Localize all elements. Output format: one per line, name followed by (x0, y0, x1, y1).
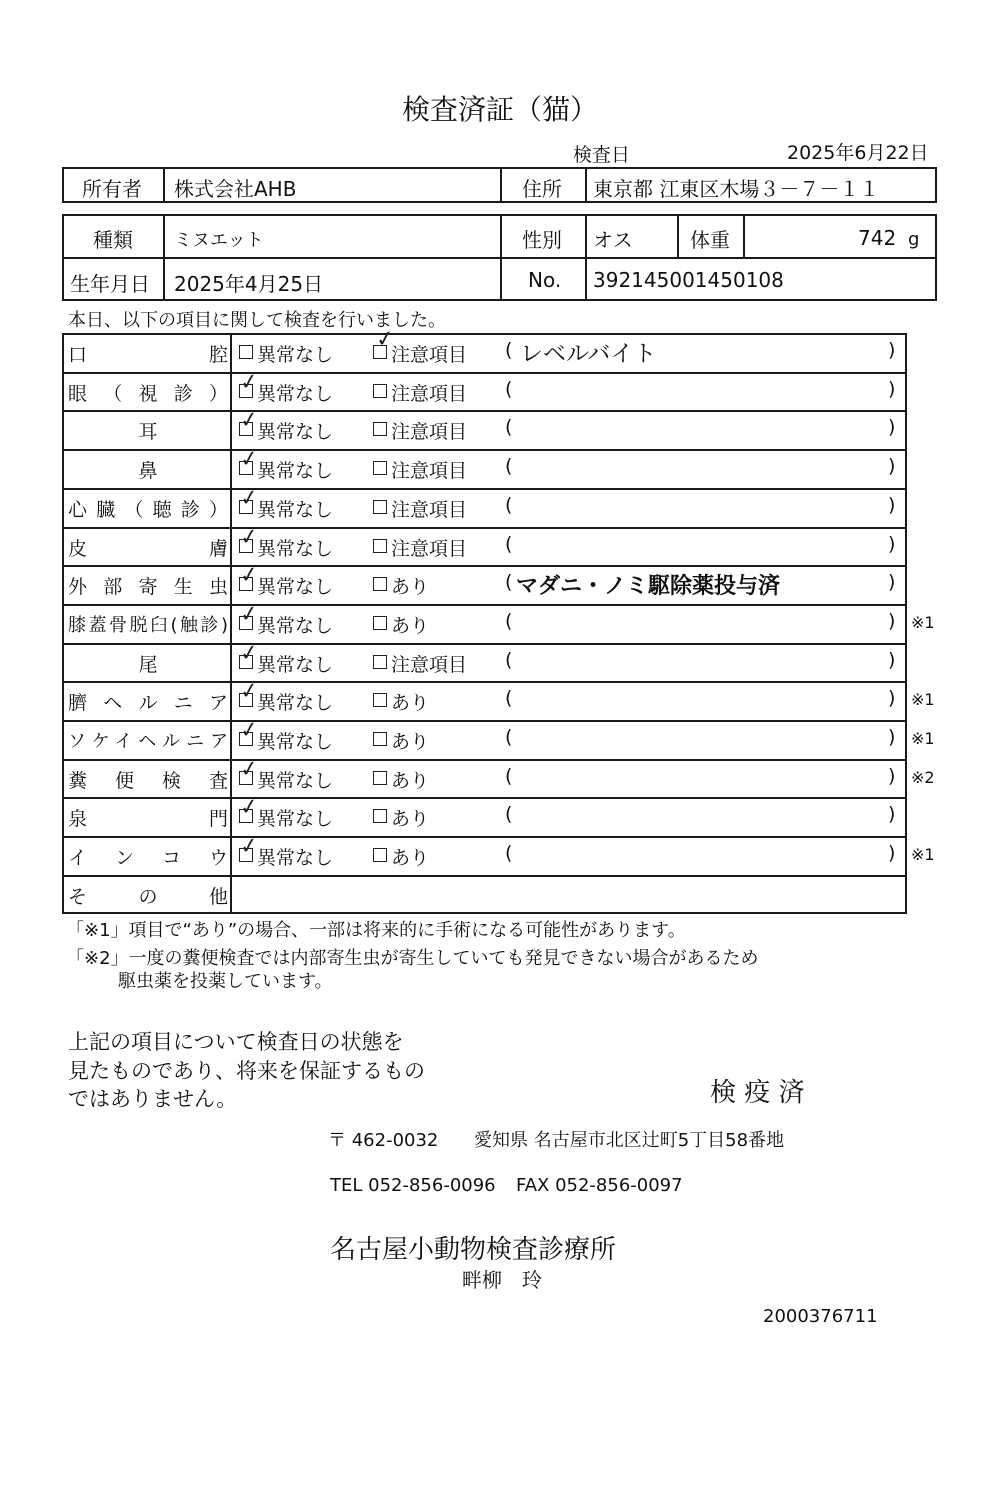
alt-label: あり (391, 692, 430, 715)
check-mark-icon: ✓ (238, 639, 261, 667)
row-label: 糞便検査 (68, 769, 228, 792)
disclaimer-line-2: 見たものであり、将来を保証するもの (68, 1059, 425, 1083)
open-paren: ( (505, 609, 513, 632)
clinic-tel: TEL 052-856-0096 (330, 1175, 496, 1196)
close-paren: ) (888, 455, 896, 478)
birth-value: 2025年4月25日 (174, 272, 324, 296)
ok-label: 異常なし (257, 576, 334, 599)
footnote-mark: ※1 (911, 612, 935, 632)
close-paren: ) (888, 609, 896, 632)
row-label: 鼻 (138, 460, 158, 483)
check-mark-icon: ✓ (238, 407, 261, 435)
note-2: 「※2」一度の糞便検査では内部寄生虫が寄生していても発見できない場合があるため (66, 948, 759, 969)
alt-checkbox[interactable] (373, 461, 387, 475)
weight-label: 体重 (690, 228, 730, 252)
close-paren: ) (888, 571, 896, 594)
check-mark-icon: ✓ (374, 325, 397, 354)
document-number: 2000376711 (763, 1306, 878, 1327)
open-paren: ( (505, 455, 513, 478)
ok-label: 異常なし (257, 344, 334, 366)
check-mark-icon: ✓ (238, 368, 261, 396)
alt-checkbox[interactable] (373, 771, 387, 785)
open-paren: ( (505, 803, 513, 826)
open-paren: ( (505, 648, 513, 671)
address-label: 住所 (522, 177, 562, 201)
alt-label: 注意項目 (391, 460, 468, 483)
clinic-name: 名古屋小動物検査診療所 (330, 1235, 617, 1265)
note-1: 「※1」項目で“あり”の場合、一部は将来的に手術になる可能性があります。 (66, 920, 686, 941)
alt-label: 注意項目 (391, 344, 468, 366)
alt-label: 注意項目 (391, 653, 468, 676)
check-mark-icon: ✓ (238, 484, 261, 512)
page-title: 検査済証（猫） (402, 93, 599, 126)
row-note: マダニ・ノミ駆除薬投与済 (516, 574, 781, 600)
alt-checkbox[interactable] (373, 693, 387, 707)
clinic-postal: 〒 462-0032 (328, 1130, 439, 1151)
row-label: 皮 膚 (68, 537, 228, 560)
check-mark-icon: ✓ (238, 716, 261, 745)
alt-checkbox[interactable] (373, 500, 387, 514)
breed-value: ミヌエット (174, 230, 264, 251)
check-mark-icon: ✓ (238, 678, 261, 706)
close-paren: ) (888, 687, 896, 710)
disclaimer-line-3: ではありません。 (68, 1087, 238, 1111)
footnote-mark: ※2 (911, 767, 935, 787)
ok-label: 異常なし (257, 498, 334, 521)
check-mark-icon: ✓ (238, 755, 261, 783)
ok-label: 異常なし (257, 382, 334, 405)
address-value: 東京都 江東区木場３－７－１１ (593, 177, 880, 201)
open-paren: ( (505, 687, 513, 710)
alt-label: あり (391, 614, 430, 637)
alt-checkbox[interactable] (373, 384, 387, 398)
row-label: インコウ (68, 847, 228, 870)
alt-label: 注意項目 (391, 382, 468, 405)
alt-label: あり (391, 769, 430, 792)
check-mark-icon: ✓ (238, 445, 261, 474)
alt-label: 注意項目 (391, 537, 468, 560)
alt-label: 注意項目 (391, 498, 468, 521)
no-label: No. (528, 268, 562, 292)
owner-label: 所有者 (82, 177, 142, 201)
other-label: その他 (68, 885, 228, 908)
sex-value: オス (593, 228, 633, 252)
ok-label: 異常なし (257, 769, 334, 792)
check-mark-icon: ✓ (238, 600, 261, 629)
row-label: 臍ヘルニア (68, 692, 228, 715)
check-mark-icon: ✓ (238, 832, 261, 861)
footnote-mark: ※1 (911, 729, 935, 748)
disclaimer-line-1: 上記の項目について検査日の状態を (68, 1030, 404, 1054)
weight-unit: g (908, 229, 920, 250)
alt-checkbox[interactable] (373, 848, 387, 862)
no-value: 392145001450108 (593, 268, 784, 292)
ok-label: 異常なし (257, 537, 334, 560)
ok-label: 異常なし (257, 421, 334, 444)
row-label: 口 腔 (68, 344, 228, 366)
alt-label: あり (391, 576, 430, 599)
close-paren: ) (888, 648, 896, 671)
inspection-date-value: 2025年6月22日 (787, 142, 929, 164)
close-paren: ) (888, 377, 896, 400)
alt-checkbox[interactable] (373, 577, 387, 591)
close-paren: ) (888, 726, 896, 748)
alt-checkbox[interactable] (373, 655, 387, 669)
close-paren: ) (888, 842, 896, 865)
row-label: 泉 門 (68, 808, 228, 831)
open-paren: ( (505, 416, 513, 439)
row-label: 尾 (138, 653, 158, 676)
ok-label: 異常なし (257, 460, 334, 483)
footnote-mark: ※1 (911, 845, 935, 865)
clinic-address: 愛知県 名古屋市北区辻町5丁目58番地 (474, 1130, 785, 1151)
footnote-mark: ※1 (911, 690, 935, 710)
sex-label: 性別 (522, 228, 562, 252)
quarantine-stamp: 検 疫 済 (710, 1078, 805, 1108)
close-paren: ) (888, 339, 896, 361)
row-label: 心臓（聴診） (68, 498, 228, 521)
note-2-cont: 駆虫薬を投薬しています。 (118, 971, 333, 992)
alt-checkbox[interactable] (373, 616, 387, 630)
inspection-date-label: 検査日 (573, 144, 631, 166)
row-label: 眼（視診） (68, 382, 228, 405)
weight-value: 742 (858, 226, 897, 250)
alt-label: 注意項目 (391, 421, 468, 444)
open-paren: ( (505, 571, 513, 594)
row-note: レベルバイト (520, 341, 657, 367)
open-paren: ( (505, 842, 513, 865)
ok-checkbox[interactable] (239, 345, 253, 359)
open-paren: ( (505, 532, 513, 555)
owner-value: 株式会社AHB (174, 177, 297, 201)
clinic-fax: FAX 052-856-0097 (516, 1175, 683, 1196)
check-mark-icon: ✓ (238, 794, 261, 822)
alt-checkbox[interactable] (373, 422, 387, 436)
clinic-person: 畔柳 玲 (462, 1268, 542, 1292)
ok-label: 異常なし (257, 731, 334, 753)
alt-checkbox[interactable] (373, 539, 387, 553)
ok-label: 異常なし (257, 614, 334, 637)
alt-label: あり (391, 808, 430, 831)
check-mark-icon: ✓ (238, 562, 261, 590)
alt-label: あり (391, 731, 430, 753)
close-paren: ) (888, 803, 896, 826)
open-paren: ( (505, 339, 513, 361)
alt-label: あり (391, 847, 430, 870)
close-paren: ) (888, 416, 896, 439)
close-paren: ) (888, 532, 896, 555)
birth-label: 生年月日 (70, 272, 150, 296)
row-label: 膝蓋骨脱臼(触診) (68, 614, 228, 636)
alt-checkbox[interactable] (373, 732, 387, 746)
close-paren: ) (888, 764, 896, 787)
open-paren: ( (505, 377, 513, 400)
check-mark-icon: ✓ (238, 523, 261, 551)
ok-label: 異常なし (257, 808, 334, 831)
ok-label: 異常なし (257, 692, 334, 715)
open-paren: ( (505, 726, 513, 748)
close-paren: ) (888, 493, 896, 516)
open-paren: ( (505, 493, 513, 516)
row-label: 外部寄生虫 (68, 576, 228, 599)
ok-label: 異常なし (257, 847, 334, 870)
row-label: 耳 (138, 421, 158, 444)
alt-checkbox[interactable] (373, 809, 387, 823)
open-paren: ( (505, 764, 513, 787)
intro-text: 本日、以下の項目に関して検査を行いました。 (68, 310, 446, 331)
ok-label: 異常なし (257, 653, 334, 676)
breed-label: 種類 (93, 228, 133, 252)
row-label: ソケイヘルニア (68, 731, 228, 752)
